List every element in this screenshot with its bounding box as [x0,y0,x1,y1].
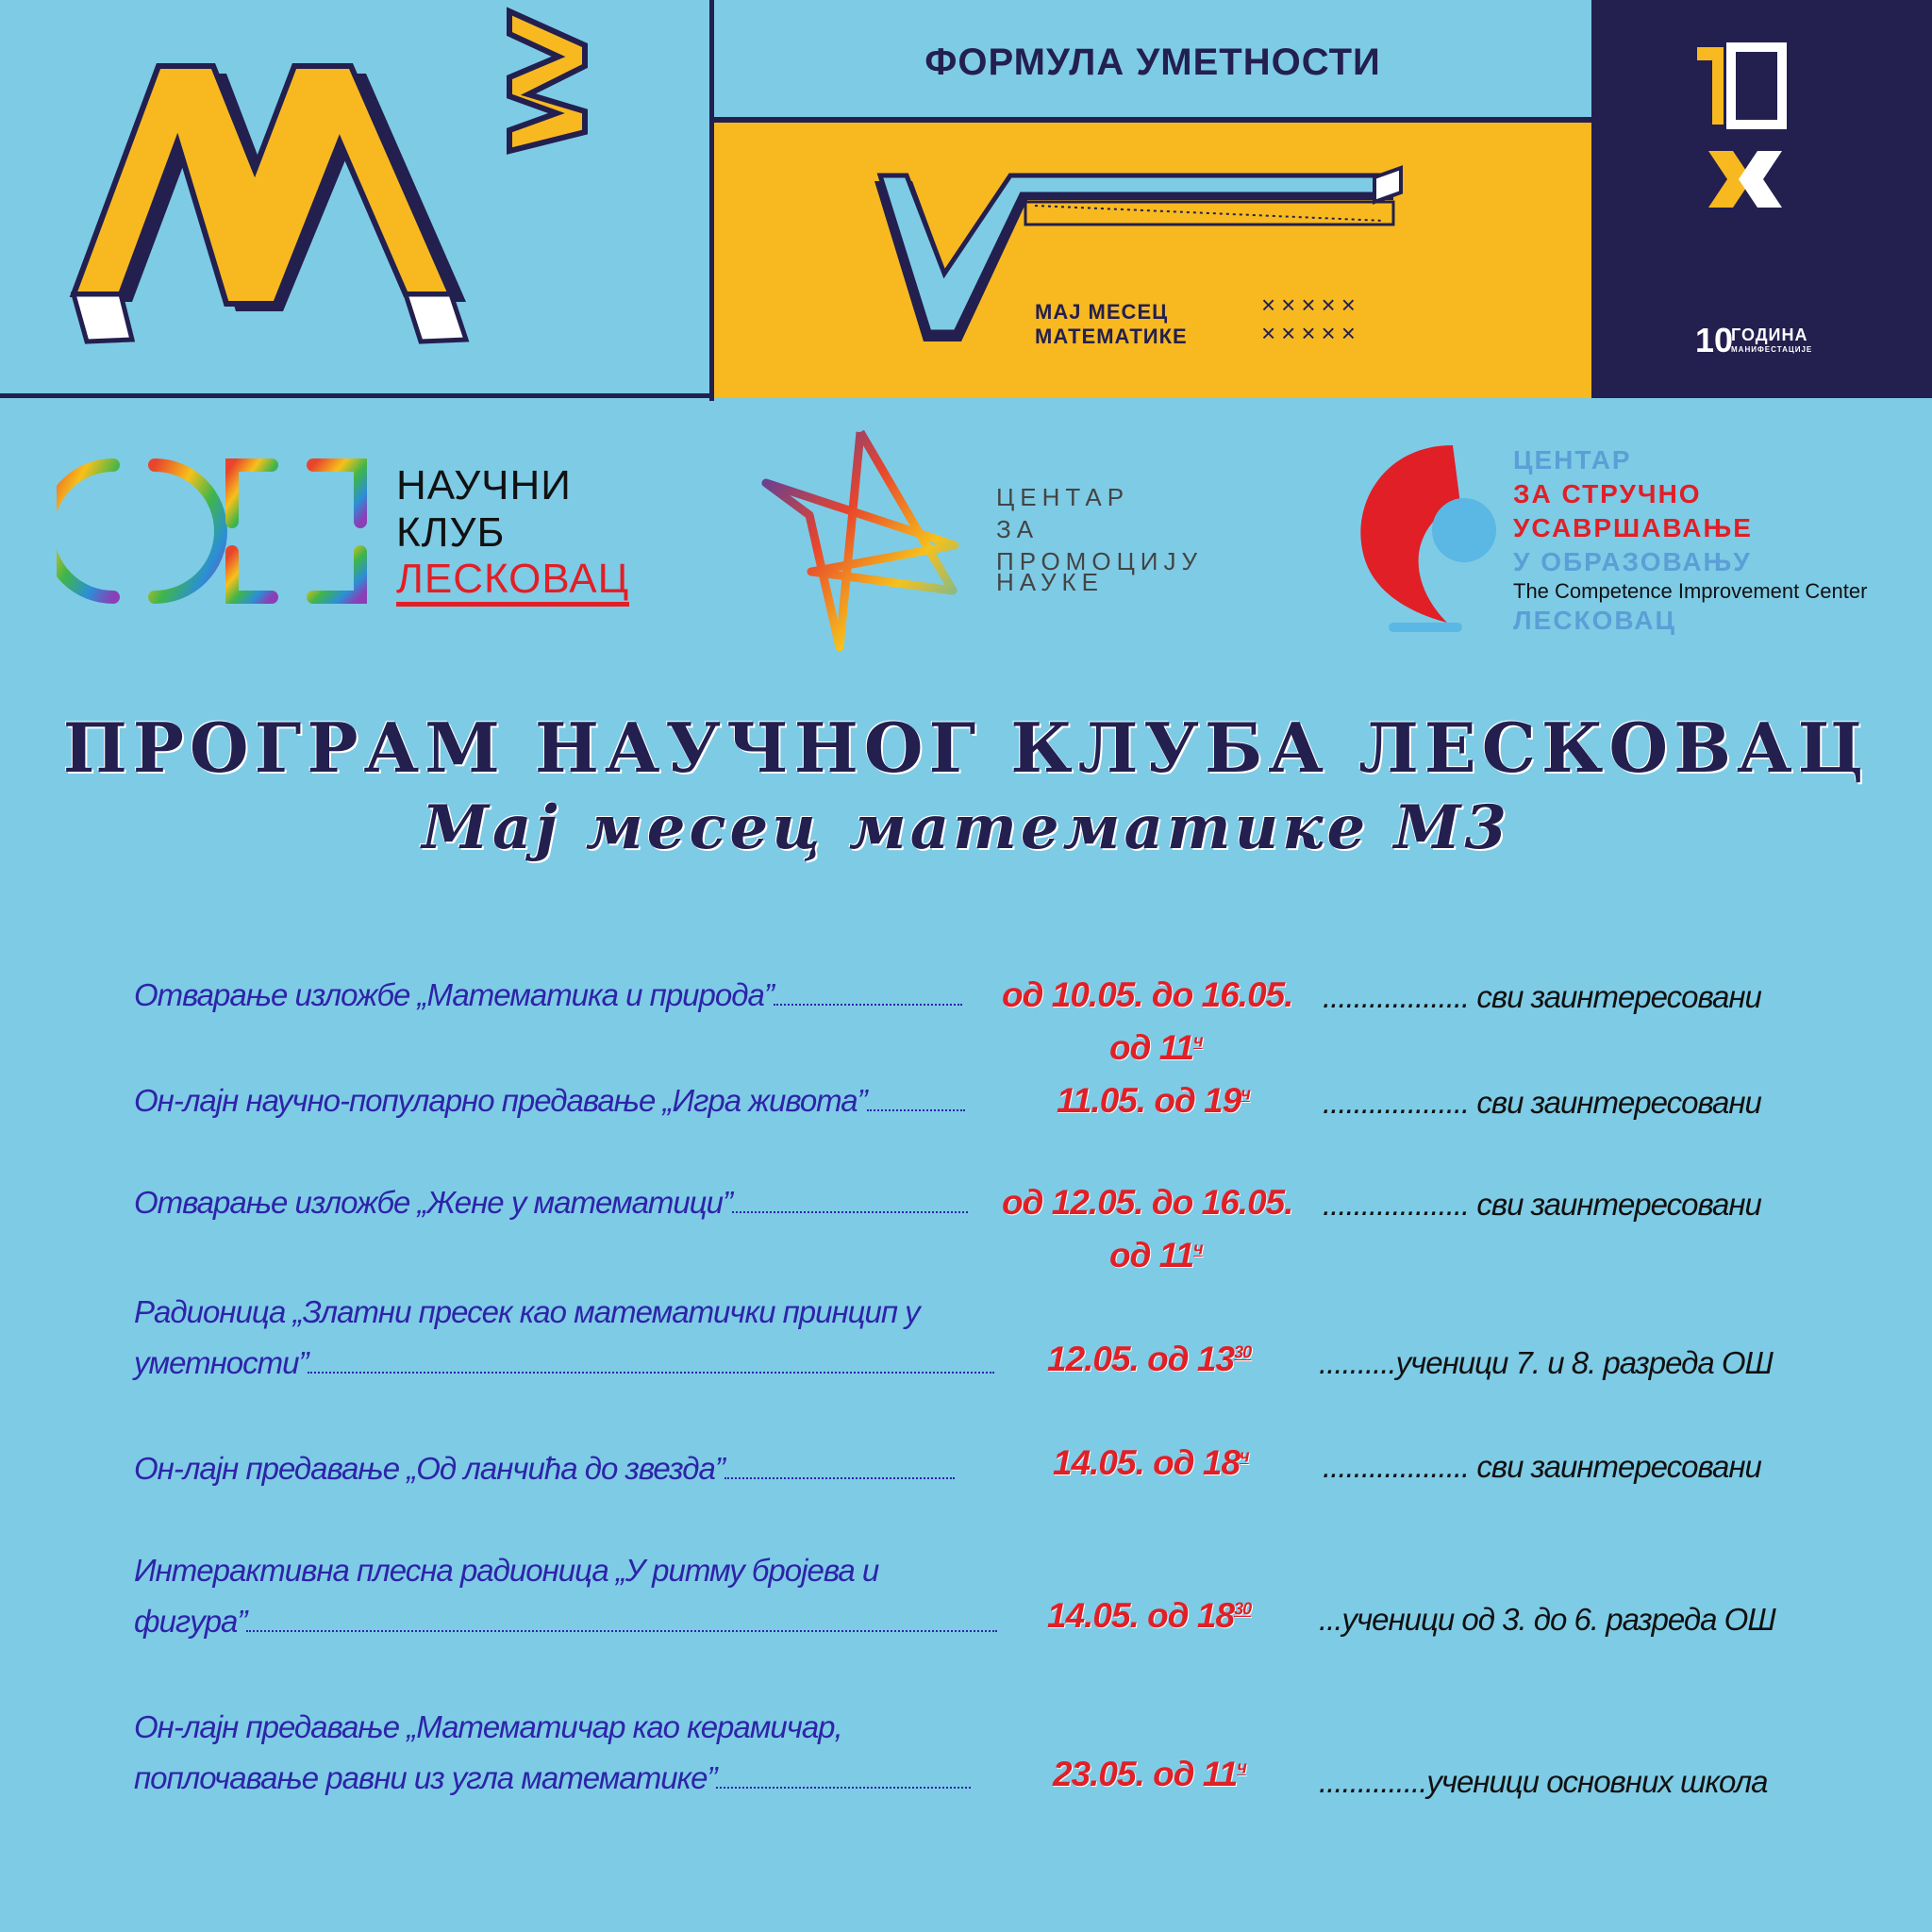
event-date: 11.05. од $19^ч$ [1057,1081,1250,1120]
event-date: 23.05. од $11^ч$ [1053,1755,1246,1793]
ten-years-number: 10 [1695,321,1734,359]
science-club-logo [57,448,377,637]
event-title-cont: уметности” [134,1345,994,1381]
event-title: Отварање изложбе „Математика и природа” [134,977,962,1013]
event-audience: ................... сви заинтересовани [1323,1085,1761,1120]
cpn-name-line1: ЦЕНТАР [996,483,1130,511]
maj-mesec-line2: МАТЕМАТИКЕ [1035,325,1188,348]
event-date: од 10.05. до 16.05. [1002,975,1293,1014]
event-audience: ................... сви заинтересовани [1323,1187,1761,1222]
science-club-name-line2: КЛУБ [396,509,506,556]
csu-name-line1: ЦЕНТАР [1513,445,1632,475]
header-divider-horizontal [0,393,714,398]
science-promotion-center-logo [755,425,981,660]
event-title-cont: фигура” [134,1604,997,1640]
ten-years-graphic [1695,38,1827,245]
ten-years-word: ГОДИНА [1731,325,1808,344]
radical-sign-graphic [714,123,1591,398]
program-subtitle: Мај месец математике М3 [422,792,1510,863]
program-title: ПРОГРАМ НАУЧНОГ КЛУБА ЛЕСКОВАЦ [62,708,1870,788]
event-date: 14.05. од $18^{30}$ [1047,1596,1252,1635]
formula-panel [714,0,1591,123]
event-time: од $11^ч$ [1109,1236,1203,1274]
competence-center-logo [1349,443,1519,641]
event-time: од $11^ч$ [1109,1028,1203,1067]
event-audience: ..........ученици 7. и 8. разреда ОШ [1319,1345,1773,1380]
m3-logo [0,0,709,396]
formula-title: ФОРМУЛА УМЕТНОСТИ [924,42,1381,83]
cross-pattern-row2: ××××× [1261,319,1361,347]
event-date: 14.05. од $18^ч$ [1053,1443,1249,1482]
event-title: Радионица „Златни пресек као математички принцип у [134,1294,920,1329]
event-title: Он-лајн предавање „Математичар као керамичар, [134,1709,842,1744]
ten-years-subtitle: МАНИФЕСТАЦИЈЕ [1731,345,1813,354]
event-title: Отварање изложбе „Жене у математици” [134,1185,968,1221]
event-title: Он-лајн научно-популарно предавање „Игра живота” [134,1083,965,1119]
csu-name-line5: ЛЕСКОВАЦ [1513,606,1676,635]
event-audience: ...ученици од 3. до 6. разреда ОШ [1319,1602,1775,1637]
maj-mesec-line1: МАЈ МЕСЕЦ [1035,300,1169,324]
anniversary-panel [1591,0,1932,398]
csu-name-line4: У ОБРАЗОВАЊУ [1513,547,1752,576]
cpn-name-line3: ПРОМОЦИЈУ [996,547,1204,575]
event-title: Интерактивна плесна радионица „У ритму бројева и [134,1553,879,1588]
cpn-name-line2: ЗА [996,515,1040,543]
event-audience: ..............ученици основних школа [1319,1764,1768,1799]
event-title-cont: поплочавање равни из угла математике” [134,1760,971,1796]
maj-mesec-panel [714,123,1591,398]
cross-pattern-row1: ××××× [1261,291,1361,319]
science-club-name-line3: ЛЕСКОВАЦ [396,558,629,607]
cpn-name-line4: НАУКЕ [996,568,1104,596]
event-date: 12.05. од $13^{30}$ [1047,1340,1252,1378]
csu-english-name: The Competence Improvement Center [1513,579,1868,603]
csu-name-line3: УСАВРШАВАЊЕ [1513,513,1753,542]
science-club-name-line1: НАУЧНИ [396,462,572,508]
event-audience: ................... сви заинтересовани [1323,1449,1761,1484]
event-audience: ................... сви заинтересовани [1323,979,1761,1014]
event-date: од 12.05. до 16.05. [1002,1183,1293,1222]
csu-name-line2: ЗА СТРУЧНО [1513,479,1702,508]
event-title: Он-лајн предавање „Од ланчића до звезда” [134,1451,955,1487]
